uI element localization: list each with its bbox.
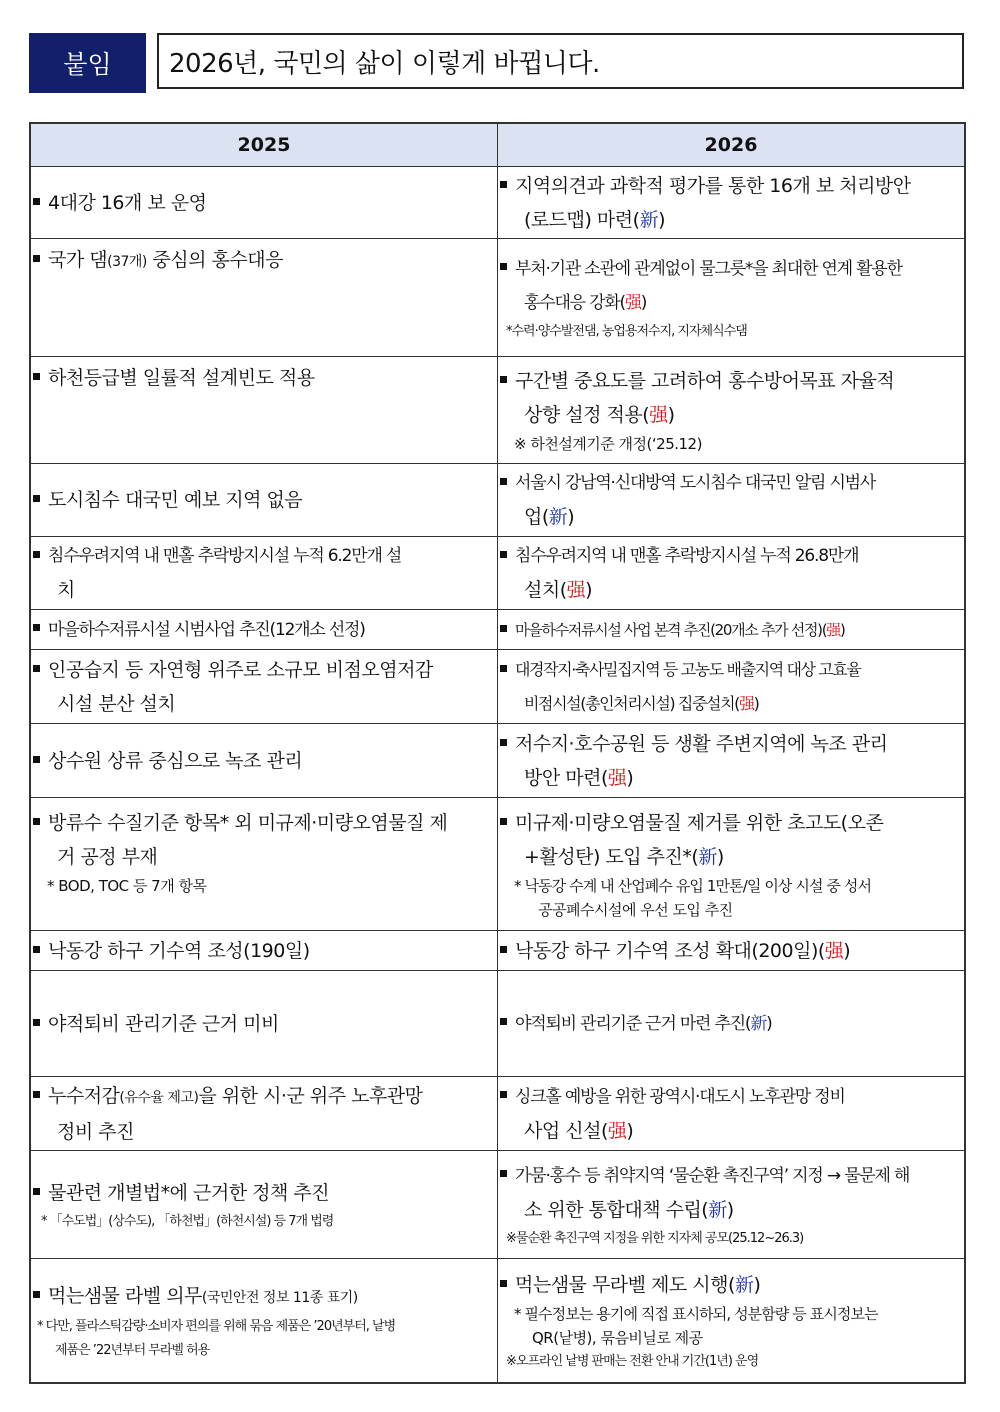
strengthen-tag: 强 [624,292,641,313]
page-header [29,33,966,93]
bullet-icon [33,756,40,763]
bullet-icon [33,818,40,825]
attachment-badge: 붙임 [29,33,146,93]
cell-2026: 싱크홀 예방을 위한 광역시·대도시 노후관망 정비 사업 신설(强) [498,1077,964,1150]
bullet-icon [500,551,507,558]
cell-2026: 미규제·미량오염물질 제거를 위한 초고도(오존 +활성탄) 도입 추진*(新) * 낙동강 수계 내 산업폐수 유입 1만톤/일 이상 시설 중 성서 공공폐수시설에 우선 도입 추진 [498,798,964,930]
cell-2026: 구간별 중요도를 고려하여 홍수방어목표 자율적 상향 설정 적용(强) ※ 하천설계기준 개정(‘25.12) [498,357,964,463]
table-row [31,238,964,356]
bullet-icon [500,263,507,270]
cell-2026: 낙동강 하구 기수역 조성 확대(200일)(强) [498,931,964,970]
cell-2025: 인공습지 등 자연형 위주로 소규모 비점오염저감 시설 분산 설치 [31,650,498,723]
page-title: 2026년, 국민의 삶이 이렇게 바뀝니다. [157,33,964,89]
table-row [31,723,964,797]
bullet-icon [33,946,40,953]
cell-2025: 상수원 상류 중심으로 녹조 관리 [31,724,498,797]
strengthen-tag: 强 [607,766,627,789]
footnote: * 낙동강 수계 내 산업폐수 유입 1만톤/일 이상 시설 중 성서 [514,877,872,895]
footnote: * BOD, TOC 등 7개 항목 [47,877,207,895]
footnote: ※오프라인 낱병 판매는 전환 안내 기간(1년) 운영 [506,1353,759,1369]
table-header-row [31,124,964,166]
table-row [31,649,964,723]
cell-2025: 침수우려지역 내 맨홀 추락방지시설 누적 6.2만개 설 치 [31,537,498,609]
table-row [31,970,964,1076]
cell-2025: 방류수 수질기준 항목* 외 미규제·미량오염물질 제 거 공정 부재 * BOD, TOC 등 7개 항목 [31,798,498,930]
cell-2025: 4대강 16개 보 운영 [31,167,498,238]
cell-2026: 야적퇴비 관리기준 근거 마련 추진(新) [498,971,964,1076]
footnote: *수력·양수발전댐, 농업용저수지, 지자체식수댐 [506,323,747,339]
table-row [31,609,964,649]
table-row [31,166,964,238]
cell-2025: 먹는샘물 라벨 의무(국민안전 정보 11종 표기) * 다만, 플라스틱감량·소비자 편의를 위해 묶음 제품은 ’20년부터, 낱병 제품은 ’22년부터 무라벨 허용 [31,1259,498,1382]
strengthen-tag: 强 [649,404,668,426]
footnote: * 다만, 플라스틱감량·소비자 편의를 위해 묶음 제품은 ’20년부터, 낱병 [37,1318,396,1334]
cell-2026: 지역의견과 과학적 평가를 통한 16개 보 처리방안 (로드맵) 마련(新) [498,167,964,238]
column-header-2026: 2026 [498,124,964,166]
new-tag: 新 [734,1273,754,1296]
strengthen-tag: 强 [566,579,586,601]
footnote: ※ 하천설계기준 개정(‘25.12) [514,435,702,453]
new-tag: 新 [750,1013,767,1034]
table-row [31,1150,964,1258]
new-tag: 新 [708,1198,727,1221]
bullet-icon [500,1280,507,1287]
table-row [31,930,964,970]
bullet-icon [500,946,507,953]
new-tag: 新 [698,846,717,868]
strengthen-tag: 强 [739,693,754,713]
bullet-icon [500,376,507,383]
bullet-icon [33,624,40,631]
cell-2026: 침수우려지역 내 맨홀 추락방지시설 누적 26.8만개 설치(强) [498,537,964,609]
footnote: 공공폐수시설에 우선 도입 추진 [538,901,733,919]
bullet-icon [33,198,40,205]
cell-2026: 저수지·호수공원 등 생활 주변지역에 녹조 관리 방안 마련(强) [498,724,964,797]
cell-2025: 도시침수 대국민 예보 지역 없음 [31,464,498,536]
cell-2026: 마을하수저류시설 사업 본격 추진(20개소 추가 선정)(强) [498,610,964,649]
table-row [31,797,964,930]
bullet-icon [500,478,507,485]
table-row [31,1258,964,1382]
cell-2025: 물관련 개별법*에 근거한 정책 추진 * 「수도법」(상수도), 「하천법」(하천시설) 등 7개 법령 [31,1151,498,1258]
footnote: 제품은 ’22년부터 무라벨 허용 [55,1342,210,1358]
bullet-icon [33,373,40,380]
cell-2026: 먹는샘물 무라벨 제도 시행(新) * 필수정보는 용기에 직접 표시하되, 성분함량 등 표시정보는 QR(낱병), 묶음비닐로 제공 ※오프라인 낱병 판매는 전환 안내 기간(1년) 운영 [498,1259,964,1382]
table-row [31,356,964,463]
bullet-icon [500,1018,507,1025]
column-header-2025: 2025 [31,124,498,166]
bullet-icon [33,1019,40,1026]
bullet-icon [33,551,40,558]
cell-2025: 국가 댐(37개) 중심의 홍수대응 [31,239,498,356]
cell-2026: 대경작지·축사밀집지역 등 고농도 배출지역 대상 고효율 비점시설(총인처리시설) 집중설치(强) [498,650,964,723]
bullet-icon [33,495,40,502]
cell-2026: 부처·기관 소관에 관계없이 물그릇*을 최대한 연계 활용한 홍수대응 강화(强) *수력·양수발전댐, 농업용저수지, 지자체식수댐 [498,239,964,356]
strengthen-tag: 强 [826,620,840,639]
cell-2025: 야적퇴비 관리기준 근거 미비 [31,971,498,1076]
table-row [31,1076,964,1150]
table-row [31,536,964,609]
cell-2025: 낙동강 하구 기수역 조성(190일) [31,931,498,970]
bullet-icon [33,1091,40,1098]
bullet-icon [500,739,507,746]
bullet-icon [33,255,40,262]
bullet-icon [500,1170,507,1177]
strengthen-tag: 强 [824,939,844,962]
new-tag: 新 [548,506,568,528]
bullet-icon [500,665,507,672]
bullet-icon [500,818,507,825]
bullet-icon [500,1091,507,1098]
new-tag: 新 [639,208,659,231]
footnote: QR(낱병), 묶음비닐로 제공 [532,1328,703,1347]
bullet-icon [500,181,507,188]
footnote: * 「수도법」(상수도), 「하천법」(하천시설) 등 7개 법령 [41,1213,334,1229]
bullet-icon [33,665,40,672]
cell-2025: 누수저감(유수율 제고)을 위한 시·군 위주 노후관망 정비 추진 [31,1077,498,1150]
cell-2025: 마을하수저류시설 시범사업 추진(12개소 선정) [31,610,498,649]
cell-2026: 서울시 강남역·신대방역 도시침수 대국민 알림 시범사 업(新) [498,464,964,536]
comparison-table [29,122,966,1384]
footnote: ※물순환 촉진구역 지정을 위한 지자체 공모(25.12~26.3) [506,1230,804,1246]
bullet-icon [33,1188,40,1195]
cell-2026: 가뭄·홍수 등 취약지역 ‘물순환 촉진구역’ 지정 → 물문제 해 소 위한 통합대책 수립(新) ※물순환 촉진구역 지정을 위한 지자체 공모(25.12~26.3) [498,1151,964,1258]
strengthen-tag: 强 [607,1119,627,1142]
bullet-icon [500,625,507,632]
bullet-icon [33,1291,40,1298]
footnote: * 필수정보는 용기에 직접 표시하되, 성분함량 등 표시정보는 [514,1304,878,1323]
cell-2025: 하천등급별 일률적 설계빈도 적용 [31,357,498,463]
table-row [31,463,964,536]
